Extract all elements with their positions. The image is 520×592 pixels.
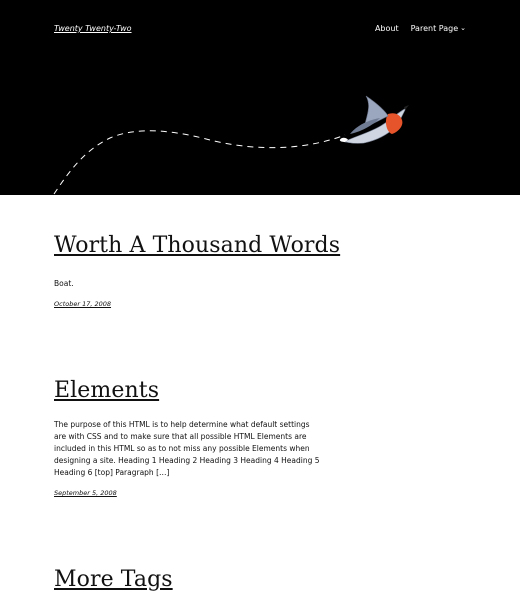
- nav-item-parent-page-label: Parent Page: [410, 24, 459, 33]
- primary-nav: [375, 24, 466, 33]
- chevron-down-icon: ⌄: [460, 24, 466, 32]
- post-title-link[interactable]: Elements: [54, 378, 160, 403]
- post-list: [0, 195, 520, 592]
- nav-item-parent-page[interactable]: [411, 24, 466, 33]
- post-excerpt: The purpose of this HTML is to help determine what default settings are with CSS and to make sure that all possible HTML Elements are included in this HTML so as to not miss any possible Elements when designing a site. Heading 1 Heading 2 Heading 3 Heading 4 Heading 5 Heading 6 [top] Paragraph […]: [54, 420, 320, 477]
- nav-item-about[interactable]: About: [374, 24, 399, 33]
- post-title-link[interactable]: Worth A Thousand Words: [54, 233, 341, 258]
- site-title-link[interactable]: Twenty Twenty-Two: [54, 24, 132, 33]
- bird-icon: [340, 96, 409, 143]
- post-title-link[interactable]: More Tags: [54, 567, 173, 592]
- post-excerpt: Boat.: [54, 279, 74, 288]
- post-item: [54, 233, 466, 308]
- post-date-link[interactable]: October 17, 2008: [54, 300, 112, 308]
- post-date-link[interactable]: September 5, 2008: [54, 489, 117, 497]
- site-header: [0, 0, 520, 195]
- post-item: [54, 378, 466, 497]
